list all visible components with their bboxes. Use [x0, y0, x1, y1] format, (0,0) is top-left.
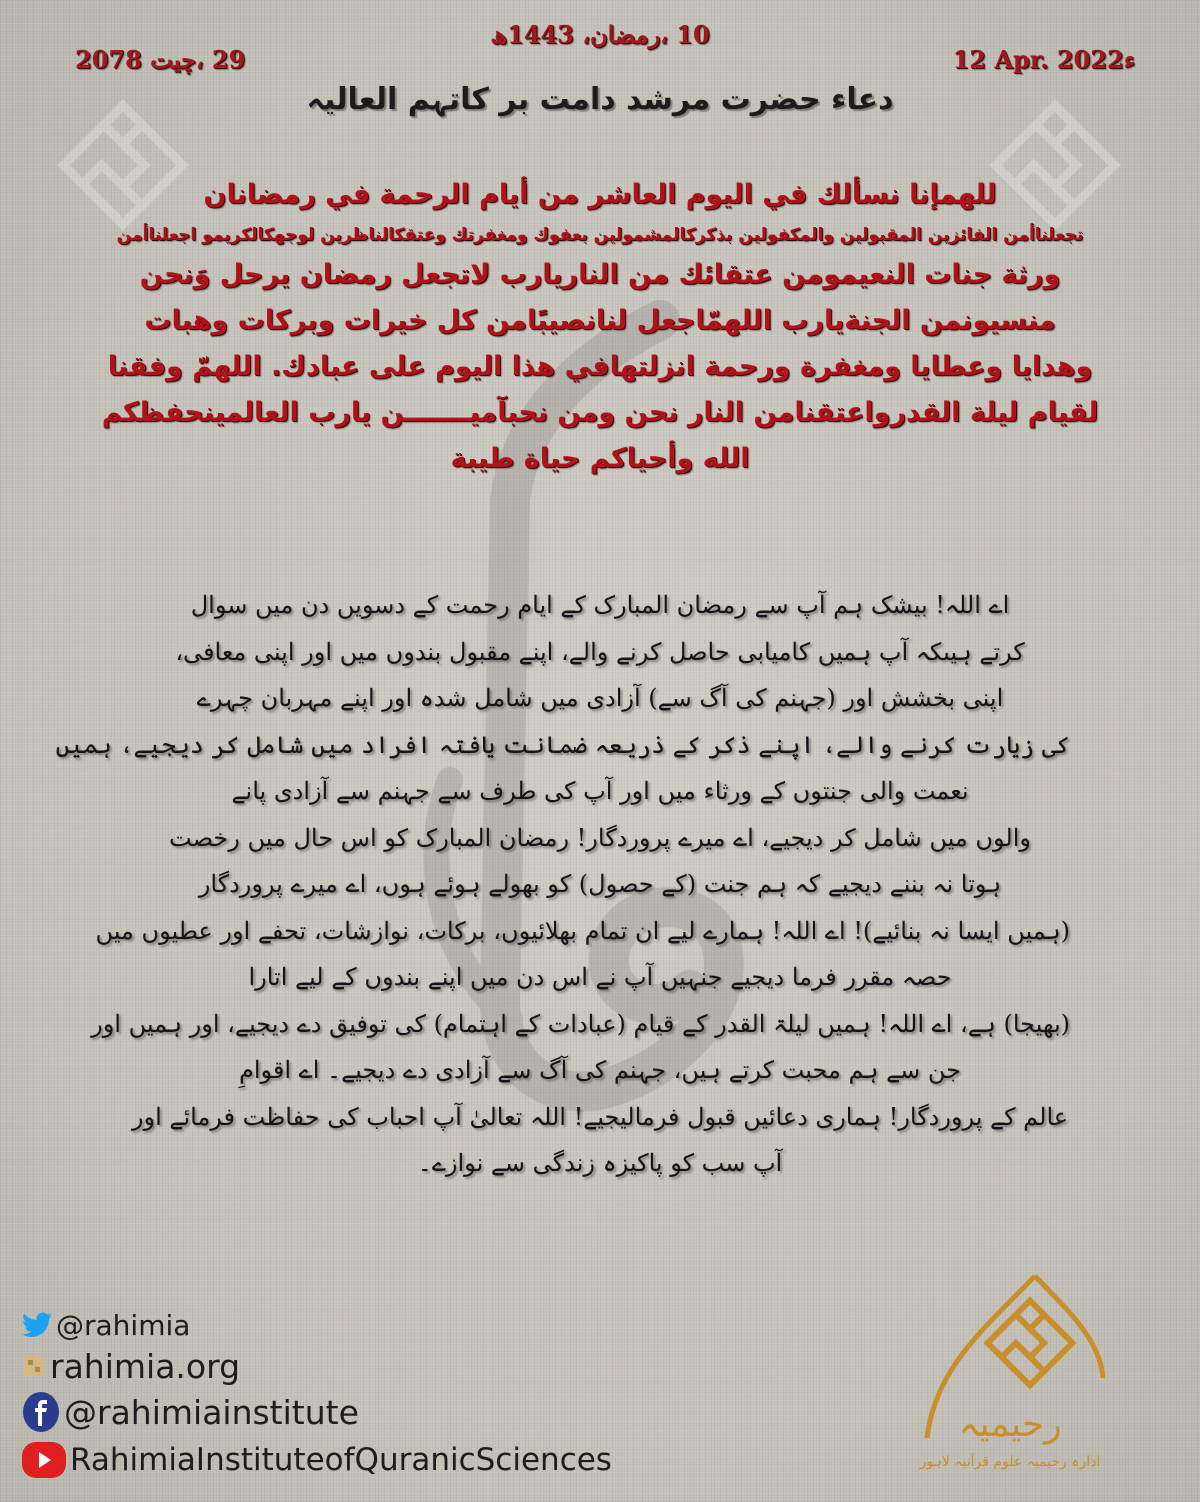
arabic-line: للهمإنا نسألك في اليوم العاشر من أيام الرحمة في رمضانان: [203, 179, 997, 210]
logo-name: رحیمیہ: [958, 1404, 1062, 1445]
facebook-handle: @rahimiainstitute: [64, 1392, 359, 1432]
twitter-bird-icon: [22, 1312, 52, 1338]
urdu-line: والوں میں شامل کر دیجیے، اے میرے پروردگار! رمضان المبارک کو اس حال میں رخصت: [169, 823, 1031, 852]
urdu-line: اپنی بخشش اور (جہنم کی آگ سے) آزادی میں شامل شدہ اور اپنے مہربان چہرے: [196, 684, 1004, 712]
urdu-line: نعمت والی جنتوں کے ورثاء میں اور آپ کی طرف سے جہنم سے آزادی پانے: [231, 777, 969, 805]
twitter-link[interactable]: [22, 1305, 612, 1345]
arabic-line: منسيونمن الجنةيارب اللهمّاجعل لنانصيبًامن كل خيرات وبركات وهبات: [144, 305, 1056, 336]
arabic-line: تجعلناأمن الفائزين المقبولين والمكفولين بذكركالمشمولين بعفوك ومغفرتك وعتقكالناظرين لوجهكالكريمو اجعلناأمن: [116, 225, 1084, 245]
facebook-link[interactable]: [22, 1387, 612, 1437]
arabic-line: ورثة جنات النعيمومن عتقائك من الناريارب لاتجعل رمضان يرحل وَنحن: [139, 259, 1061, 290]
bikrami-date: 29 ،چیت 2078: [75, 45, 246, 74]
website-url: rahimia.org: [50, 1346, 241, 1386]
urdu-line: اے اللہ! بیشک ہم آپ سے رمضان المبارک کے ایام رحمت کے دسویں دن میں سوال: [190, 591, 1010, 619]
youtube-link[interactable]: [22, 1437, 612, 1483]
arabic-line: وهدايا وعطايا ومغفرة ورحمة انزلتهافي هذا اليوم على عبادك. اللهمّ وفقنا: [107, 351, 1093, 382]
page-title: دعاء حضرت مرشد دامت بر کاتہم العالیہ: [306, 82, 894, 117]
twitter-handle: @rahimia: [56, 1308, 191, 1342]
youtube-channel: RahimiaInstituteofQuranicSciences: [70, 1442, 612, 1478]
urdu-line: آپ سب کو پاکیزہ زندگی سے نوازے۔: [417, 1149, 783, 1177]
gregorian-date: 12 Apr. 2022ء: [952, 45, 1135, 74]
social-links: [22, 1305, 612, 1483]
urdu-line: کرتے ہیںکہ آپ ہمیں کامیابی حاصل کرنے والے، اپنے مقبول بندوں میں اور اپنی معافی،: [175, 637, 1025, 666]
urdu-line: (ہمیں ایسا نہ بنائیے)! اے اللہ! ہمارے لیے ان تمام بھلائیوں، برکات، نوازشات، تحفے اور عطیوں میں: [95, 916, 1070, 945]
urdu-translation: [55, 582, 1070, 1187]
urdu-line: جن سے ہم محبت کرتے ہیں، جہنم کی آگ سے آزادی دے دیجیے۔ اے اقوامِ: [238, 1056, 962, 1084]
urdu-line: ہوتا نہ بننے دیجیے کہ ہم جنت (کے حصول) کو بھولے ہوئے ہوں، اے میرے پروردگار: [198, 870, 1002, 898]
urdu-line: عالم کے پروردگار! ہماری دعائیں قبول فرمالیجیے! اللہ تعالیٰ آپ احباب کی حفاظت فرمائے اور: [131, 1102, 1069, 1131]
youtube-icon: [22, 1442, 66, 1478]
facebook-icon: [22, 1392, 60, 1432]
website-link[interactable]: [22, 1345, 612, 1387]
rahimia-logo: [915, 1268, 1105, 1498]
website-icon: [22, 1354, 46, 1378]
logo-subtitle: ادارہ رحیمیہ علوم قرآنیہ لاہور: [919, 1454, 1101, 1470]
arabic-line: الله وأحياكم حياة طيبة: [450, 443, 750, 474]
arabic-dua: [60, 172, 1140, 482]
urdu-line: کی زیارت کرنے والے، اپنے ذکر کے ذریعہ ضمانت یافتہ افراد میں شامل کر دیجیے، ہمیں: [55, 730, 1070, 759]
arabic-line: لقيام ليلة القدرواعتقنامن النار نحن ومن نحبآميـــــــن يارب العالمينحفظكم: [101, 397, 1099, 428]
urdu-line: حصہ مقرر فرما دیجیے جنہیں آپ نے اس دن میں اپنے بندوں کے لیے اتارا: [248, 963, 952, 991]
urdu-line: (بھیجا) ہے، اے اللہ! ہمیں لیلۃ القدر کے قیام (عبادات کے اہتمام) کی توفیق دے دیجیے، اور ہمیں اور: [91, 1009, 1070, 1038]
hijri-date: 10 ،رمضان، 1443ھ: [490, 20, 710, 49]
